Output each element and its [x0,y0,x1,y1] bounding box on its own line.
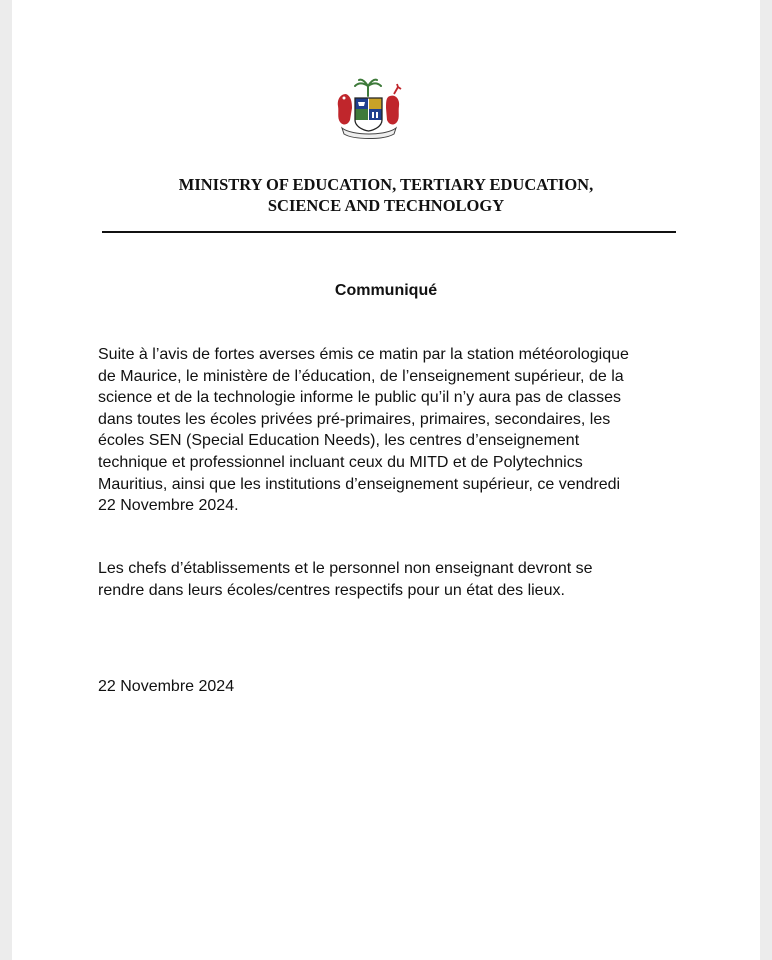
header-divider [102,231,676,233]
communique-date: 22 Novembre 2024 [98,678,235,695]
paragraph-line: écoles SEN (Special Education Needs), les centres d’enseignement [98,432,580,450]
communique-title: Communiqué [334,282,438,299]
communique-paragraph-1 [98,344,698,517]
coat-of-arms-icon [328,78,410,142]
shield-icon [355,98,382,131]
ministry-header [0,174,772,216]
paragraph-line: Mauritius, ainsi que les institutions d’enseignement supérieur, ce vendredi [98,475,621,493]
paragraph-line: technique et professionnel incluant ceux du MITD et de Polytechnics [98,453,583,471]
paragraph-line: 22 Novembre 2024. [98,497,239,515]
communique-paragraph-2 [98,558,698,601]
ministry-name-line-2: SCIENCE AND TECHNOLOGY [267,196,505,215]
paragraph-line: Suite à l’avis de fortes averses émis ce matin par la station météorologique [98,346,629,363]
palm-tree-icon [355,80,381,96]
paragraph-line: science et de la technologie informe le public qu’il n’y aura pas de classes [98,389,621,407]
paragraph-line: dans toutes les écoles privées pré-primaires, primaires, secondaires, les [98,410,611,428]
motto-scroll-icon [342,128,396,139]
deer-supporter-icon [386,96,399,125]
paragraph-line: de Maurice, le ministère de l’éducation, de l’enseignement supérieur, de la [98,367,624,385]
paragraph-line: rendre dans leurs écoles/centres respectifs pour un état des lieux. [98,581,565,599]
paragraph-line: Les chefs d’établissements et le personnel non enseignant devront se [98,560,593,577]
ministry-name-line-1: MINISTRY OF EDUCATION, TERTIARY EDUCATION, [178,175,594,194]
